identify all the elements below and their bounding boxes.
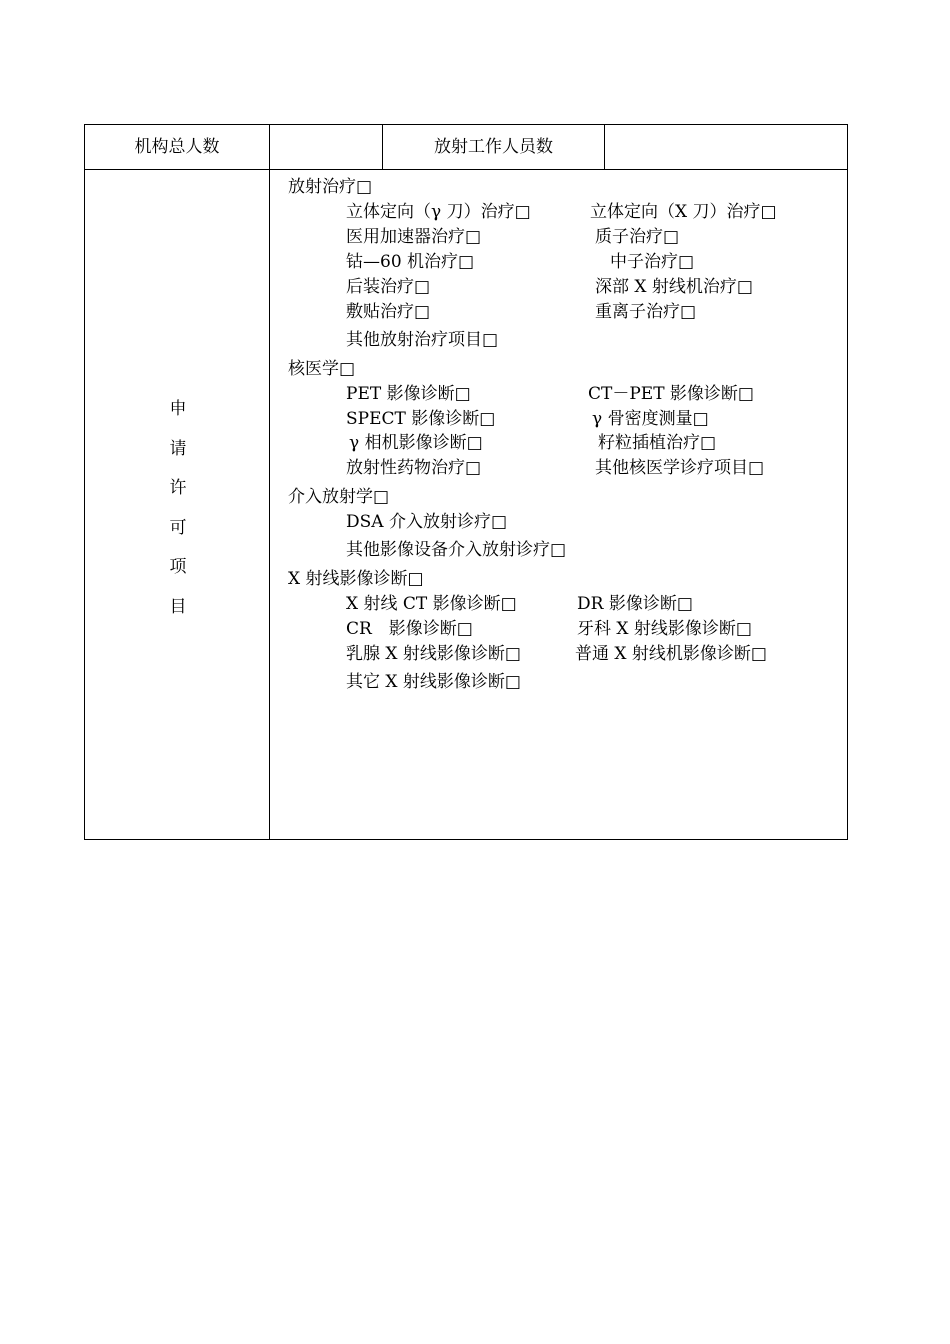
checkbox-item[interactable]: 后装治疗□: [346, 277, 431, 297]
checkbox-item[interactable]: 其他核医学诊疗项目□: [595, 458, 765, 478]
side-label-char: 请: [169, 438, 187, 459]
checkbox-item[interactable]: 医用加速器治疗□: [346, 227, 482, 247]
radiation-staff-label: 放射工作人员数: [434, 137, 553, 157]
total-staff-label: 机构总人数: [134, 137, 220, 157]
checkbox-item[interactable]: 其他影像设备介入放射诊疗□: [346, 540, 567, 560]
checkbox-item[interactable]: 重离子治疗□: [595, 302, 697, 322]
checkbox-item[interactable]: PET 影像诊断□: [346, 384, 471, 404]
checkbox-item[interactable]: 乳腺 X 射线影像诊断□: [346, 644, 521, 664]
checkbox-item[interactable]: CR 影像诊断□: [346, 619, 473, 639]
section-interventional-title[interactable]: 介入放射学□: [288, 487, 390, 507]
checkbox-item[interactable]: γ 骨密度测量□: [592, 409, 709, 429]
side-label-char: 目: [169, 596, 187, 617]
checkbox-item[interactable]: 牙科 X 射线影像诊断□: [577, 619, 752, 639]
checkbox-item[interactable]: CT－PET 影像诊断□: [588, 384, 754, 404]
checkbox-item[interactable]: X 射线 CT 影像诊断□: [346, 594, 517, 614]
section-radiotherapy-title[interactable]: 放射治疗□: [288, 177, 373, 197]
checkbox-item[interactable]: 立体定向（X 刀）治疗□: [590, 202, 777, 222]
section-xray-title[interactable]: X 射线影像诊断□: [288, 569, 424, 589]
section-nuclear-title[interactable]: 核医学□: [288, 359, 356, 379]
license-application-table: [84, 124, 848, 840]
checkbox-item[interactable]: 立体定向（γ 刀）治疗□: [346, 202, 531, 222]
checkbox-item[interactable]: SPECT 影像诊断□: [346, 409, 496, 429]
checkbox-item[interactable]: 钴—60 机治疗□: [346, 252, 475, 272]
side-label-char: 申: [169, 399, 187, 419]
checkbox-item[interactable]: DSA 介入放射诊疗□: [346, 512, 508, 532]
checkbox-item[interactable]: DR 影像诊断□: [577, 594, 693, 614]
checkbox-item[interactable]: 普通 X 射线机影像诊断□: [575, 644, 767, 664]
checkbox-item[interactable]: 放射性药物治疗□: [346, 458, 482, 478]
checkbox-item[interactable]: 籽粒插植治疗□: [598, 433, 717, 453]
checkbox-item[interactable]: γ 相机影像诊断□: [349, 433, 483, 453]
checkbox-item[interactable]: 中子治疗□: [610, 252, 695, 272]
checkbox-item[interactable]: 其他放射治疗项目□: [346, 330, 499, 350]
checkbox-item[interactable]: 质子治疗□: [595, 227, 680, 247]
header-row-divider: [85, 169, 847, 170]
checkbox-item[interactable]: 深部 X 射线机治疗□: [595, 277, 753, 297]
checkbox-item[interactable]: 其它 X 射线影像诊断□: [346, 672, 521, 692]
application-items-label: [85, 390, 271, 627]
checkbox-item[interactable]: 敷贴治疗□: [346, 302, 431, 322]
side-label-char: 许: [169, 478, 187, 498]
header-divider-3: [604, 125, 605, 169]
side-label-char: 可: [169, 517, 187, 538]
side-label-char: 项: [169, 557, 187, 577]
